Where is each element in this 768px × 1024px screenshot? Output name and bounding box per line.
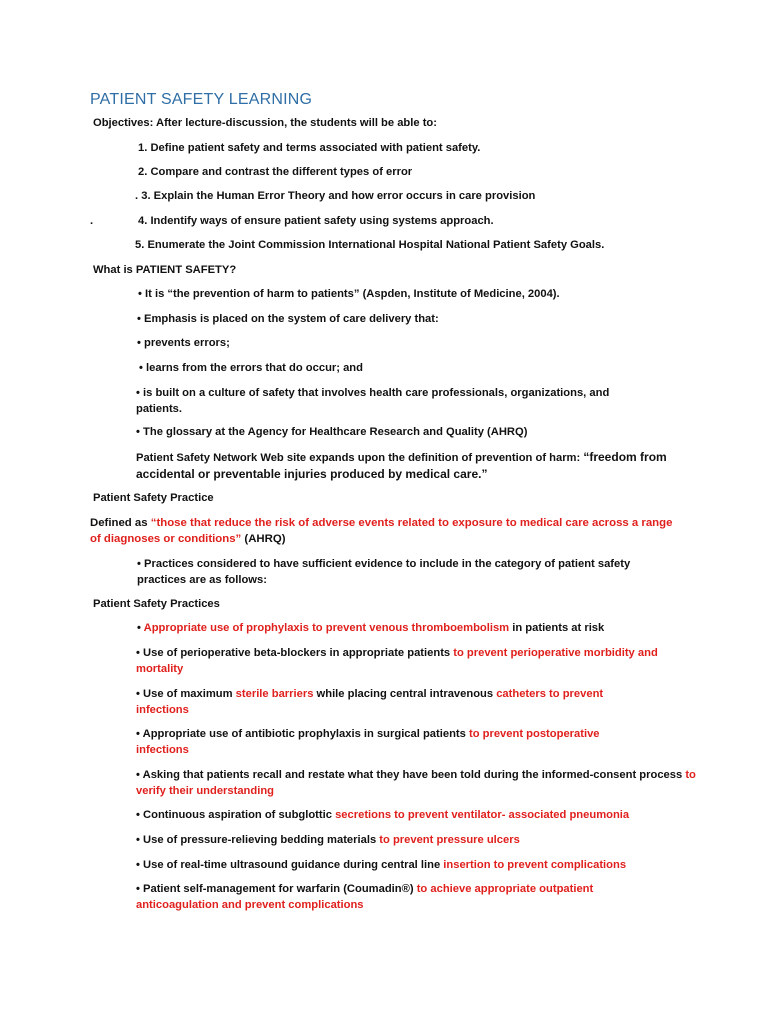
- practice-item: [136, 881, 656, 913]
- bullet-item: • Emphasis is placed on the system of care delivery that:: [137, 313, 439, 325]
- section-heading-what-is: What is PATIENT SAFETY?: [93, 264, 237, 276]
- objective-item: 4. Indentify ways of ensure patient safety using systems approach.: [138, 215, 494, 227]
- objective-item: 5. Enumerate the Joint Commission International Hospital National Patient Safety Goals.: [135, 239, 605, 251]
- definition-quote: “those that reduce the risk of adverse events related to exposure to medical care across a range of diagnoses or conditions”: [90, 517, 673, 545]
- practice-highlight: secretions to prevent ventilator- associated pneumonia: [335, 809, 630, 821]
- objective-item: 1. Define patient safety and terms associated with patient safety.: [138, 142, 481, 154]
- bullet-item: • learns from the errors that do occur; and: [139, 362, 363, 374]
- practice-item: [136, 726, 646, 758]
- practice-highlight: to achieve appropriate outpatient anticoagulation and prevent complications: [136, 883, 594, 911]
- definition-paragraph: [90, 515, 680, 547]
- bullet-item: • The glossary at the Agency for Healthcare Research and Quality (AHRQ): [136, 426, 528, 438]
- practice-item: [136, 767, 696, 799]
- practice-highlight: sterile barriers: [235, 688, 314, 700]
- practice-highlight: to prevent pressure ulcers: [379, 834, 520, 846]
- practice-item: [136, 686, 646, 718]
- practice-text: • Use of perioperative beta-blockers in appropriate patients: [136, 647, 454, 659]
- practice-highlight: insertion to prevent complications: [443, 859, 627, 871]
- practice-text: in patients at risk: [509, 622, 605, 634]
- practice-highlight: to verify their understanding: [136, 769, 696, 797]
- practice-item: [136, 857, 626, 873]
- practice-item: [136, 807, 629, 823]
- practice-text: • Appropriate use of antibiotic prophylaxis in surgical patients: [136, 728, 469, 740]
- glossary-paragraph: [136, 449, 696, 483]
- objective-item: 2. Compare and contrast the different types of error: [138, 166, 413, 178]
- practice-text: while placing central intravenous: [313, 688, 497, 700]
- practice-highlight: to prevent postoperative infections: [136, 728, 600, 756]
- practice-text: • Use of pressure-relieving bedding materials: [136, 834, 380, 846]
- practices-intro: • Practices considered to have sufficient evidence to include in the category of patient safety practices are as follows:: [137, 558, 631, 586]
- definition-source: (AHRQ): [241, 533, 286, 545]
- section-heading-practices: Patient Safety Practices: [93, 598, 220, 610]
- practice-text: • Patient self-management for warfarin (Coumadin®): [136, 883, 417, 895]
- section-heading-practice: Patient Safety Practice: [93, 492, 214, 504]
- practice-text: •: [137, 622, 144, 634]
- practice-item: [136, 832, 520, 848]
- stray-dot: .: [90, 215, 94, 227]
- practice-item: [137, 620, 697, 636]
- glossary-quote: “freedom from accidental or preventable injuries produced by medical care.”: [136, 450, 667, 481]
- bullet-item: • It is “the prevention of harm to patients” (Aspden, Institute of Medicine, 2004).: [138, 288, 560, 300]
- practice-highlight: to prevent perioperative morbidity and mortality: [136, 647, 658, 675]
- objectives-intro: Objectives: After lecture-discussion, the students will be able to:: [93, 117, 437, 129]
- bullet-item: • is built on a culture of safety that involves health care professionals, organizations, and patients.: [136, 387, 610, 415]
- practice-text: • Use of maximum: [136, 688, 236, 700]
- practice-text: • Continuous aspiration of subglottic: [136, 809, 336, 821]
- bullet-item: • prevents errors;: [137, 337, 230, 349]
- practice-highlight: catheters to prevent infections: [136, 688, 604, 716]
- objective-item: . 3. Explain the Human Error Theory and how error occurs in care provision: [135, 190, 536, 202]
- practice-highlight: Appropriate use of prophylaxis to prevent venous thromboembolism: [143, 622, 510, 634]
- glossary-text: Patient Safety Network Web site expands upon the definition of prevention of harm:: [136, 452, 584, 464]
- page-title: PATIENT SAFETY LEARNING: [90, 91, 313, 108]
- definition-prefix: Defined as: [90, 517, 151, 529]
- practice-text: • Use of real-time ultrasound guidance during central line: [136, 859, 444, 871]
- practice-item: [136, 645, 696, 677]
- practice-text: • Asking that patients recall and restate what they have been told during the informed-consent process: [136, 769, 686, 781]
